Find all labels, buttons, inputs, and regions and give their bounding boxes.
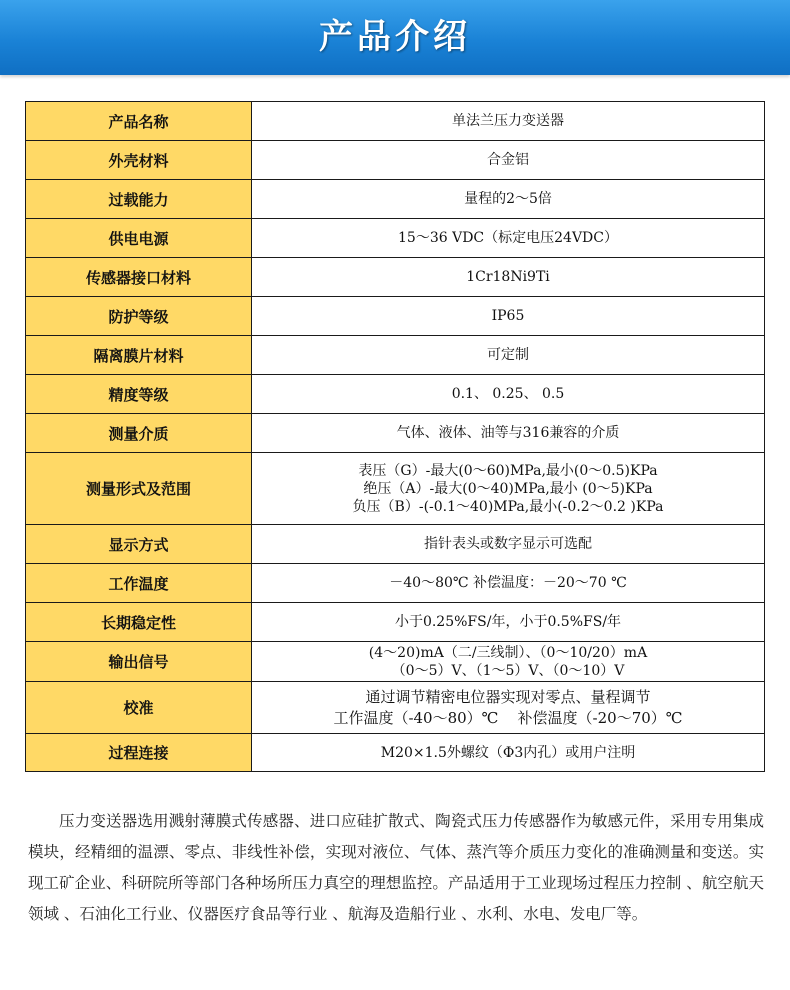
spec-label: 供电电源 bbox=[26, 219, 252, 258]
spec-value bbox=[252, 219, 765, 258]
spec-value-line: 通过调节精密电位器实现对零点、量程调节 bbox=[365, 687, 651, 706]
spec-value bbox=[252, 258, 765, 297]
spec-value bbox=[252, 453, 765, 525]
spec-table bbox=[25, 101, 765, 772]
spec-value bbox=[252, 734, 765, 772]
spec-label: 显示方式 bbox=[26, 525, 252, 564]
spec-value bbox=[252, 603, 765, 642]
spec-value-line: 0.1、 0.25、 0.5 bbox=[451, 386, 565, 402]
spec-label: 隔离膜片材料 bbox=[26, 336, 252, 375]
header-banner bbox=[0, 0, 790, 75]
table-row bbox=[26, 336, 765, 375]
table-row bbox=[26, 453, 765, 525]
spec-value-line: 可定制 bbox=[487, 347, 529, 363]
spec-value bbox=[252, 336, 765, 375]
table-row bbox=[26, 102, 765, 141]
table-row bbox=[26, 603, 765, 642]
spec-label: 过程连接 bbox=[26, 734, 252, 772]
spec-value bbox=[252, 564, 765, 603]
spec-value-line: 表压（G）-最大(0～60)MPa,最小(0～0.5)KPa bbox=[358, 462, 658, 479]
spec-value-line: 量程的2～5倍 bbox=[464, 191, 552, 207]
spec-label: 精度等级 bbox=[26, 375, 252, 414]
spec-value bbox=[252, 642, 765, 682]
spec-value-line: 1Cr18Ni9Ti bbox=[466, 269, 550, 285]
spec-value-line: 绝压（A）-最大(0～40)MPa,最小 (0～5)KPa bbox=[363, 480, 653, 497]
spec-value-line: 指针表头或数字显示可选配 bbox=[424, 536, 592, 552]
table-row bbox=[26, 141, 765, 180]
spec-value bbox=[252, 525, 765, 564]
spec-value-line: 合金铝 bbox=[487, 152, 529, 168]
product-description: 压力变送器选用溅射薄膜式传感器、进口应硅扩散式、陶瓷式压力传感器作为敏感元件，采用专用集成模块，经精细的温漂、零点、非线性补偿，实现对液位、气体、蒸汽等介质压力变化的准确测量和变送。实现工矿企业、科研院所等部门各种场所压力真空的理想监控。产品适用于工业现场过程压力控制 、航空航天领域 、石油化工行业、仪器医疗食品等行业 、航海及造船行业 、水利、水电、发电厂等。 bbox=[28, 812, 764, 923]
spec-value-line: 负压（B）-(-0.1～40)MPa,最小(-0.2～0.2 )KPa bbox=[352, 498, 664, 515]
spec-value-line: 小于0.25%FS/年，小于0.5%FS/年 bbox=[394, 614, 622, 630]
table-row bbox=[26, 258, 765, 297]
spec-label: 过载能力 bbox=[26, 180, 252, 219]
spec-label: 测量形式及范围 bbox=[26, 453, 252, 525]
spec-value-line: －40～80℃ 补偿温度：－20～70 ℃ bbox=[389, 575, 627, 591]
spec-value bbox=[252, 180, 765, 219]
table-row bbox=[26, 682, 765, 734]
table-row bbox=[26, 375, 765, 414]
table-row bbox=[26, 414, 765, 453]
page-title: 产品介绍 bbox=[319, 17, 471, 57]
spec-value bbox=[252, 414, 765, 453]
table-row bbox=[26, 219, 765, 258]
spec-label: 输出信号 bbox=[26, 642, 252, 682]
spec-label: 防护等级 bbox=[26, 297, 252, 336]
table-row bbox=[26, 525, 765, 564]
table-row bbox=[26, 297, 765, 336]
table-row bbox=[26, 642, 765, 682]
spec-value bbox=[252, 682, 765, 734]
spec-label: 产品名称 bbox=[26, 102, 252, 141]
spec-label: 传感器接口材料 bbox=[26, 258, 252, 297]
spec-value-line: 单法兰压力变送器 bbox=[452, 113, 564, 129]
spec-value-line: 工作温度（-40～80）℃ 补偿温度（-20～70）℃ bbox=[333, 708, 683, 727]
table-row bbox=[26, 564, 765, 603]
spec-value bbox=[252, 375, 765, 414]
spec-value-line: （0～5）V、（1～5）V、（0～10）V bbox=[391, 662, 625, 679]
spec-value bbox=[252, 297, 765, 336]
spec-label: 长期稳定性 bbox=[26, 603, 252, 642]
spec-value-line: M20×1.5外螺纹（Φ3内孔）或用户注明 bbox=[380, 744, 636, 761]
spec-label: 校准 bbox=[26, 682, 252, 734]
spec-value-line: 气体、液体、油等与316兼容的介质 bbox=[396, 425, 620, 441]
table-row bbox=[26, 180, 765, 219]
spec-value bbox=[252, 141, 765, 180]
spec-value bbox=[252, 102, 765, 141]
spec-label: 测量介质 bbox=[26, 414, 252, 453]
spec-value-line: (4～20)mA（二/三线制）、（0～10/20）mA bbox=[368, 644, 648, 661]
spec-value-line: IP65 bbox=[491, 308, 525, 324]
table-row bbox=[26, 734, 765, 772]
spec-label: 工作温度 bbox=[26, 564, 252, 603]
spec-value-line: 15～36 VDC（标定电压24VDC） bbox=[398, 230, 618, 246]
spec-label: 外壳材料 bbox=[26, 141, 252, 180]
